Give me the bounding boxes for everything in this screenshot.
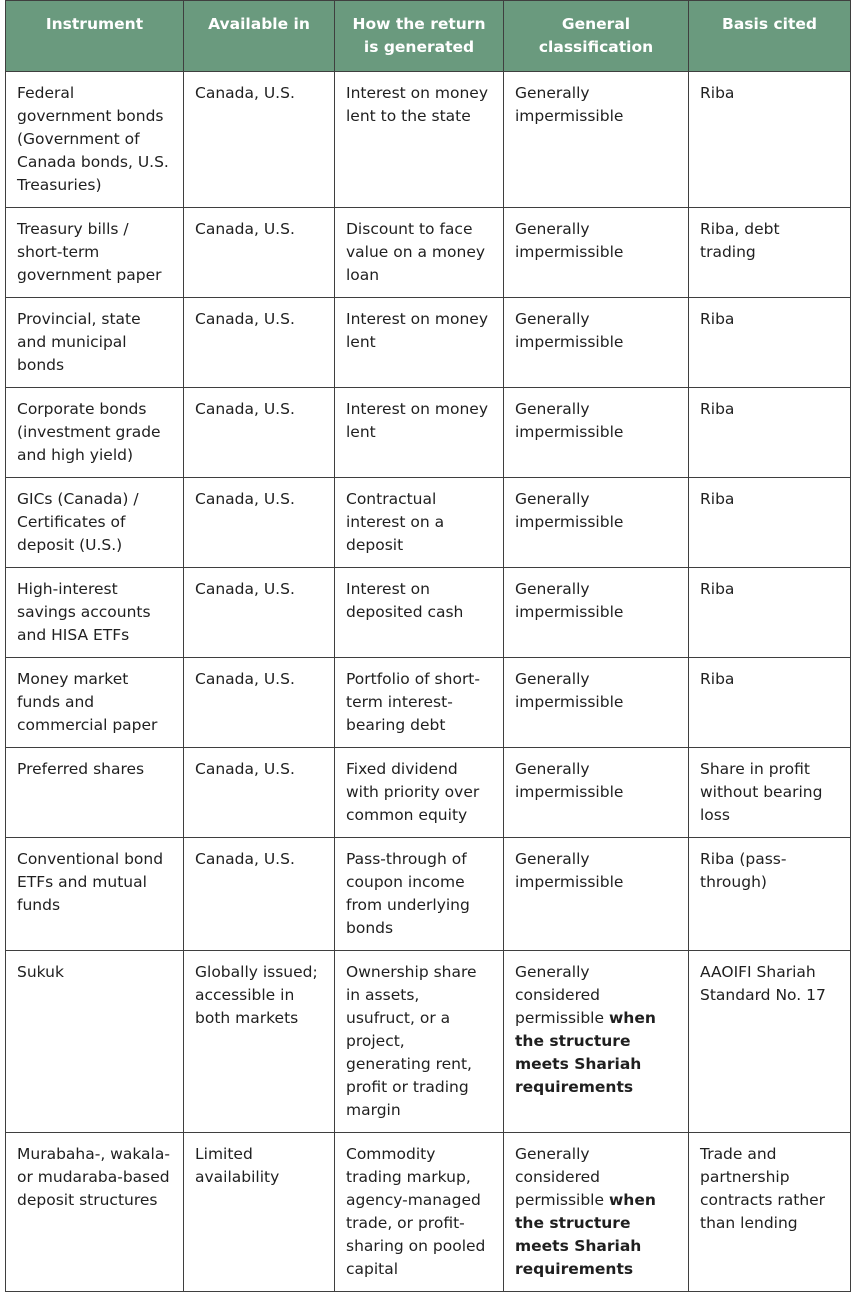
cell-basis-cited [689,838,851,951]
cell-available-in-text: Canada, U.S. [195,490,295,508]
cell-basis-cited [689,478,851,568]
cell-return-generated-text: Discount to face value on a money loan [346,220,486,284]
cell-instrument-text: GICs (Canada) / Certificates of deposit (U.S.) [17,490,139,554]
cell-basis-cited-text: Riba [700,670,735,688]
cell-return-generated-text: Fixed dividend with priority over common equity [346,760,480,824]
cell-basis-cited [689,1133,851,1292]
cell-general-classification [504,658,689,748]
cell-return-generated-text: Interest on money lent to the state [346,84,489,125]
cell-instrument-text: Treasury bills / short-term government paper [17,220,162,284]
cell-general-classification-text: Generally impermissible [515,850,624,891]
table-row [6,1133,851,1292]
cell-return-generated-text: Ownership share in assets, usufruct, or a project, generating rent, profit or trading margin [346,963,477,1119]
cell-general-classification [504,478,689,568]
table-row [6,658,851,748]
cell-available-in [184,658,335,748]
table-row [6,748,851,838]
header-return-generated: How the return is generated [335,1,504,72]
cell-general-classification-text: Generally considered permissible [515,963,605,1027]
cell-basis-cited-text: Riba [700,400,735,418]
cell-instrument [6,568,184,658]
cell-return-generated-text: Interest on money lent [346,310,489,351]
table-row [6,72,851,208]
cell-basis-cited [689,748,851,838]
cell-available-in-text: Canada, U.S. [195,670,295,688]
cell-available-in [184,388,335,478]
cell-basis-cited-text: Riba [700,310,735,328]
cell-return-generated [335,478,504,568]
cell-instrument [6,658,184,748]
cell-instrument-text: Federal government bonds (Government of Canada bonds, U.S. Treasuries) [17,84,169,194]
cell-instrument [6,298,184,388]
header-available-in: Available in [184,1,335,72]
cell-return-generated [335,298,504,388]
cell-available-in-text: Canada, U.S. [195,850,295,868]
table-body [6,72,851,1292]
cell-basis-cited [689,208,851,298]
table-row [6,838,851,951]
cell-general-classification [504,72,689,208]
header-basis-cited: Basis cited [689,1,851,72]
cell-basis-cited [689,951,851,1133]
cell-available-in [184,748,335,838]
cell-instrument [6,478,184,568]
cell-general-classification [504,748,689,838]
cell-general-classification-text: Generally impermissible [515,760,624,801]
cell-return-generated-text: Commodity trading markup, agency-managed trade, or profit-sharing on pooled capital [346,1145,486,1278]
cell-basis-cited-text: Share in profit without bearing loss [700,760,823,824]
cell-basis-cited [689,298,851,388]
cell-general-classification-text: Generally impermissible [515,310,624,351]
cell-available-in-text: Canada, U.S. [195,580,295,598]
cell-available-in [184,72,335,208]
classification-condition-text: when the structure meets Shariah requirements [515,1009,656,1096]
cell-available-in-text: Canada, U.S. [195,760,295,778]
cell-available-in [184,838,335,951]
classification-condition-text: when the structure meets Shariah requirements [515,1191,656,1278]
cell-available-in-text: Limited availability [195,1145,280,1186]
comparison-table-container [5,0,851,1292]
cell-general-classification-text: Generally impermissible [515,84,624,125]
cell-general-classification [504,388,689,478]
table-row [6,951,851,1133]
cell-return-generated-text: Interest on deposited cash [346,580,464,621]
cell-basis-cited [689,658,851,748]
cell-return-generated [335,838,504,951]
cell-return-generated-text: Interest on money lent [346,400,489,441]
cell-available-in-text: Globally issued; accessible in both markets [195,963,318,1027]
cell-return-generated-text: Portfolio of short-term interest-bearing debt [346,670,480,734]
table-row [6,568,851,658]
cell-available-in-text: Canada, U.S. [195,310,295,328]
cell-instrument-text: Murabaha-, wakala- or mudaraba-based deposit structures [17,1145,170,1209]
cell-instrument-text: Provincial, state and municipal bonds [17,310,141,374]
cell-basis-cited [689,388,851,478]
cell-return-generated-text: Contractual interest on a deposit [346,490,445,554]
cell-return-generated [335,72,504,208]
cell-general-classification [504,568,689,658]
table-row [6,388,851,478]
cell-instrument [6,388,184,478]
header-general-classification: General classification [504,1,689,72]
cell-general-classification [504,838,689,951]
cell-basis-cited-text: Riba [700,580,735,598]
table-row [6,298,851,388]
cell-basis-cited-text: Riba (pass-through) [700,850,787,891]
cell-instrument [6,748,184,838]
cell-return-generated-text: Pass-through of coupon income from underlying bonds [346,850,470,937]
cell-instrument-text: Preferred shares [17,760,145,778]
cell-general-classification-text: Generally considered permissible [515,1145,605,1209]
cell-available-in [184,1133,335,1292]
cell-basis-cited-text: AAOIFI Shariah Standard No. 17 [700,963,826,1004]
cell-general-classification-text: Generally impermissible [515,580,624,621]
cell-available-in [184,951,335,1133]
table-header-row [6,1,851,72]
cell-basis-cited [689,568,851,658]
cell-instrument-text: Conventional bond ETFs and mutual funds [17,850,164,914]
cell-available-in [184,208,335,298]
cell-instrument-text: Money market funds and commercial paper [17,670,158,734]
cell-available-in [184,478,335,568]
cell-basis-cited-text: Trade and partnership contracts rather than lending [700,1145,826,1232]
cell-instrument [6,951,184,1133]
cell-general-classification [504,951,689,1133]
cell-instrument [6,208,184,298]
cell-return-generated [335,1133,504,1292]
cell-return-generated [335,748,504,838]
cell-general-classification-text: Generally impermissible [515,400,624,441]
cell-instrument-text: High-interest savings accounts and HISA ETFs [17,580,151,644]
cell-general-classification-text: Generally impermissible [515,490,624,531]
cell-basis-cited-text: Riba [700,84,735,102]
cell-instrument-text: Corporate bonds (investment grade and high yield) [17,400,161,464]
cell-return-generated [335,568,504,658]
cell-return-generated [335,208,504,298]
cell-basis-cited [689,72,851,208]
cell-return-generated [335,658,504,748]
cell-available-in-text: Canada, U.S. [195,84,295,102]
cell-general-classification [504,1133,689,1292]
table-row [6,208,851,298]
cell-return-generated [335,388,504,478]
cell-general-classification [504,298,689,388]
cell-instrument [6,72,184,208]
cell-available-in-text: Canada, U.S. [195,400,295,418]
header-instrument: Instrument [6,1,184,72]
table-row [6,478,851,568]
cell-instrument-text: Sukuk [17,963,64,981]
cell-instrument [6,1133,184,1292]
cell-return-generated [335,951,504,1133]
cell-general-classification-text: Generally impermissible [515,220,624,261]
cell-available-in [184,568,335,658]
cell-instrument [6,838,184,951]
cell-basis-cited-text: Riba [700,490,735,508]
instrument-comparison-table [5,0,851,1292]
cell-available-in-text: Canada, U.S. [195,220,295,238]
cell-available-in [184,298,335,388]
cell-general-classification [504,208,689,298]
cell-basis-cited-text: Riba, debt trading [700,220,780,261]
cell-general-classification-text: Generally impermissible [515,670,624,711]
